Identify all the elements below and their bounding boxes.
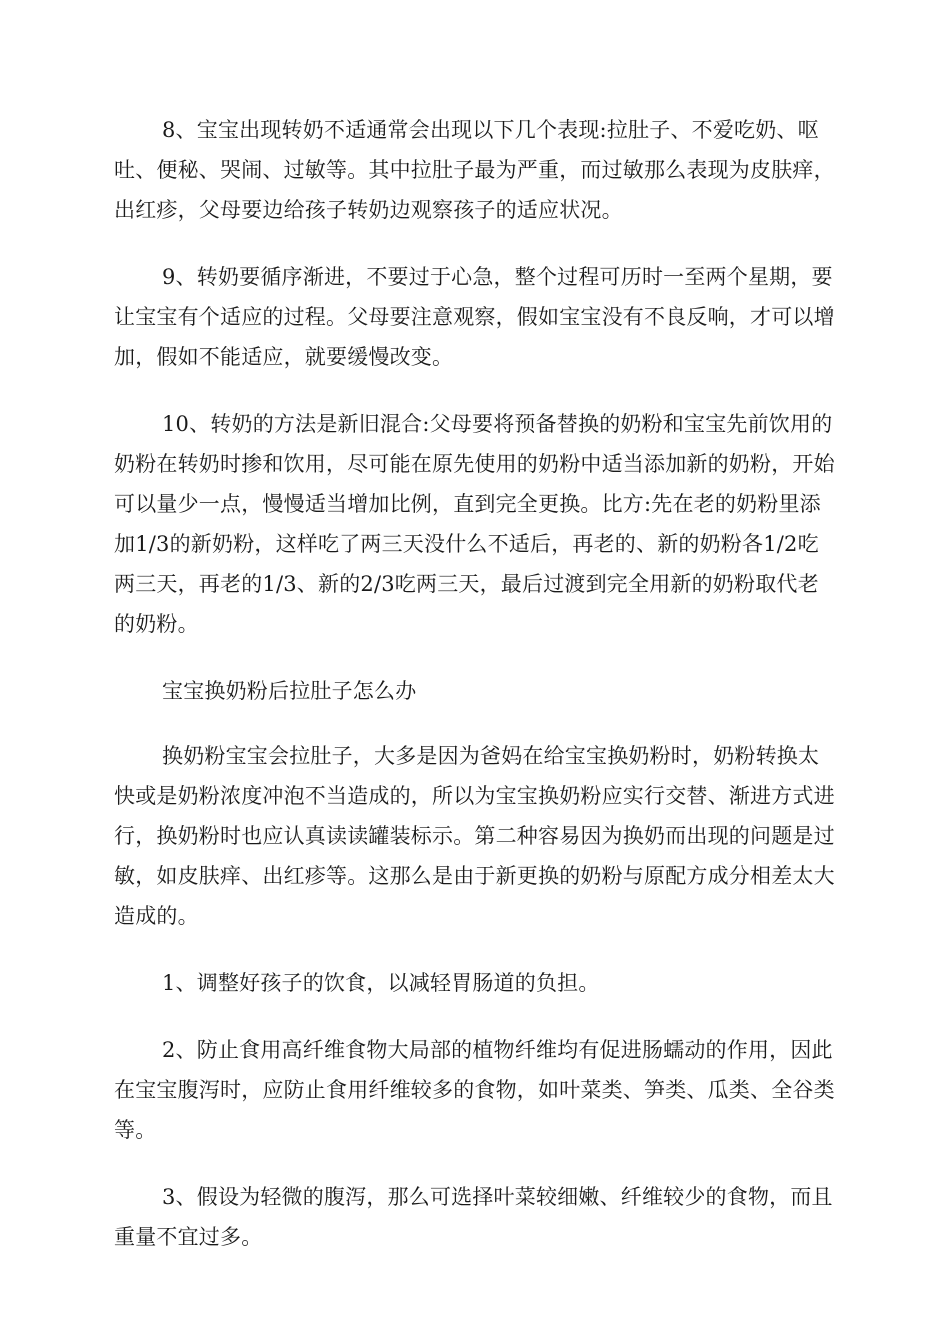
paragraph-tip-1: 1、调整好孩子的饮食，以减轻胃肠道的负担。 [162,971,600,995]
paragraph-point-10: 10、转奶的方法是新旧混合:父母要将预备替换的奶粉和宝宝先前饮用的奶粉在转奶时掺和饮用，尽可能在原先使用的奶粉中适当添加新的奶粉，开始可以量少一点，慢慢适当增加比例，直到完全更换。比方:先在老的奶粉里添加1/3的新奶粉，这样吃了两三天没什么不适后，再老的、新的奶粉各1/2吃两三天，再老的1/3、新的2/3吃两三天，最后过渡到完全用新的奶粉取代老的奶粉。 [114,412,835,636]
paragraph-tip-3: 3、假设为轻微的腹泻，那么可选择叶菜较细嫩、纤维较少的食物，而且重量不宜过多。 [114,1185,833,1249]
paragraph-point-9: 9、转奶要循序渐进，不要过于心急，整个过程可历时一至两个星期，要让宝宝有个适应的过程。父母要注意观察，假如宝宝没有不良反响，才可以增加，假如不能适应，就要缓慢改变。 [114,265,835,369]
paragraph-tip-2: 2、防止食用高纤维食物大局部的植物纤维均有促进肠蠕动的作用，因此在宝宝腹泻时，应防止食用纤维较多的食物，如叶菜类、笋类、瓜类、全谷类等。 [114,1038,835,1142]
document-body [114,110,836,1284]
section-heading: 宝宝换奶粉后拉肚子怎么办 [162,679,417,703]
paragraph-point-8: 8、宝宝出现转奶不适通常会出现以下几个表现:拉肚子、不爱吃奶、呕吐、便秘、哭闹、过敏等。其中拉肚子最为严重，而过敏那么表现为皮肤痒，出红疹，父母要边给孩子转奶边观察孩子的适应状况。 [114,118,835,222]
paragraph-intro: 换奶粉宝宝会拉肚子，大多是因为爸妈在给宝宝换奶粉时，奶粉转换太快或是奶粉浓度冲泡不当造成的，所以为宝宝换奶粉应实行交替、渐进方式进行，换奶粉时也应认真读读罐装标示。第二种容易因为换奶而出现的问题是过敏，如皮肤痒、出红疹等。这那么是由于新更换的奶粉与原配方成分相差太大造成的。 [114,744,835,928]
